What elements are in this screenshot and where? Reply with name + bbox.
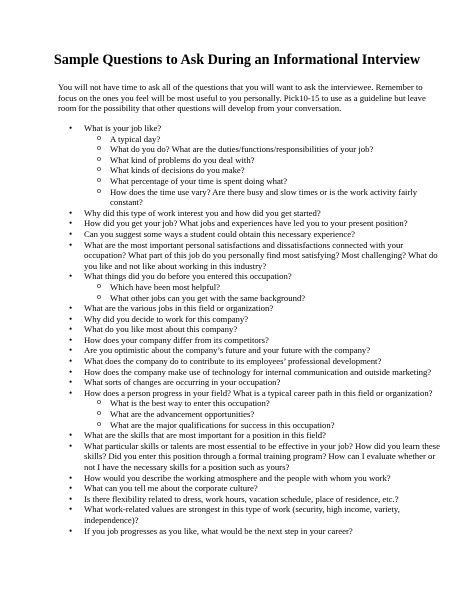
list-item: • What are the skills that are most important for a position in this field? — [70, 430, 440, 441]
list-item: • What can you tell me about the corporate culture? — [70, 483, 440, 494]
list-item: • Are you optimistic about the company’s future and your future with the company? — [70, 345, 440, 356]
list-item: • How would you describe the working atmosphere and the people with whom you work? — [70, 473, 440, 484]
list-item: • What does the company do to contribute to its employees’ professional development? — [70, 356, 440, 367]
sub-list-item: o What are the major qualifications for success in this occupation? — [70, 420, 440, 431]
list-item: • What are the most important personal satisfactions and dissatisfactions connected with your occupation? What part of this job do you personally find most satisfying? Most challenging? What do you like and not like about working in this industry? — [70, 240, 440, 272]
sub-list-item: o What are the advancement opportunities? — [70, 409, 440, 420]
list-item: • Why did this type of work interest you and how did you get started? — [70, 208, 440, 219]
sub-list-item: o Which have been most helpful? — [70, 282, 440, 293]
sub-list-item: o What do you do? What are the duties/functions/responsibilities of your job? — [70, 144, 440, 155]
list-item: • What is your job like? — [70, 123, 440, 134]
sub-list-item: o What is the best way to enter this occupation? — [70, 398, 440, 409]
list-item: • What are the various jobs in this field or organization? — [70, 303, 440, 314]
list-item: • What sorts of changes are occurring in your occupation? — [70, 377, 440, 388]
list-item: • What work-related values are strongest in this type of work (security, high income, variety, independence)? — [70, 504, 440, 525]
list-item: • Is there flexibility related to dress, work hours, vacation schedule, place of residence, etc.? — [70, 494, 440, 505]
sub-list-item: o A typical day? — [70, 134, 440, 145]
sub-list-item: o How does the time use vary? Are there busy and slow times or is the work activity fairly constant? — [70, 187, 440, 208]
list-item: • How did you get your job? What jobs and experiences have led you to your present position? — [70, 218, 440, 229]
list-item: • Can you suggest some ways a student could obtain this necessary experience? — [70, 229, 440, 240]
list-item: • How does a person progress in your field? What is a typical career path in this field or organization? — [70, 388, 440, 399]
sub-list-item: o What kinds of decisions do you make? — [70, 165, 440, 176]
question-list — [70, 123, 440, 536]
list-item: • What do you like most about this company? — [70, 324, 440, 335]
list-item: • How does your company differ from its competitors? — [70, 335, 440, 346]
intro-paragraph: You will not have time to ask all of the questions that you will want to ask the interviewee. Remember to focus on the ones you feel will be most useful to you personally. Pick10-15 to use as a guideline but leave room for the possibility that other questions will develop from your conversation. — [58, 82, 426, 114]
sub-list-item: o What percentage of your time is spent doing what? — [70, 176, 440, 187]
document-title: Sample Questions to Ask During an Informational Interview — [53, 52, 421, 68]
list-item: • If you job progresses as you like, what would be the next step in your career? — [70, 526, 440, 537]
list-item: • Why did you decide to work for this company? — [70, 314, 440, 325]
list-item: • How does the company make use of technology for internal communication and outside marketing? — [70, 367, 440, 378]
list-item: • What things did you do before you entered this occupation? — [70, 271, 440, 282]
sub-list-item: o What other jobs can you get with the same background? — [70, 293, 440, 304]
list-item: • What particular skills or talents are most essential to be effective in your job? How did you learn these skills? Did you enter this position through a formal training program? How can I evaluate whether or not I have the necessary skills for a position such as yours? — [70, 441, 440, 473]
sub-list-item: o What kind of problems do you deal with? — [70, 155, 440, 166]
